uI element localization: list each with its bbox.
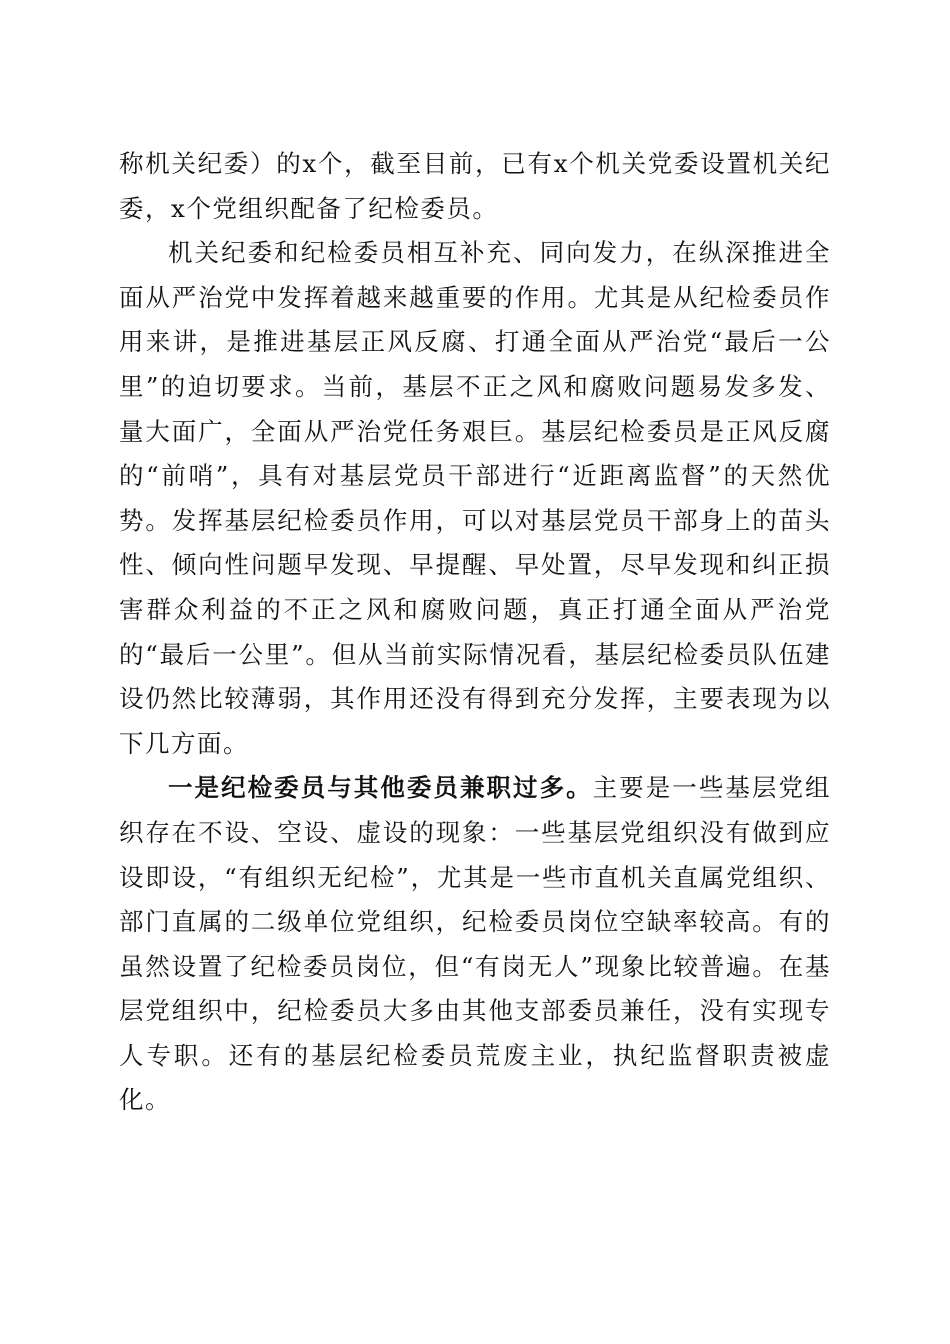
paragraph-discipline-role — [119, 231, 831, 766]
paragraph-continuation — [119, 142, 831, 231]
paragraph-text: 主要是一些基层党组织存在不设、空设、虚设的现象：一些基层党组织没有做到应设即设，“有组织无纪检”，尤其是一些市直机关直属党组织、部门直属的二级单位党组织，纪检委员岗位空缺率较高。有的虽然设置了纪检委员岗位，但“有岗无人”现象比较普遍。在基层党组织中，纪检委员大多由其他支部委员兼任，没有实现专人专职。还有的基层纪检委员荒废主业，执纪监督职责被虚化。 — [119, 773, 832, 1115]
paragraph-lead-heading: 一是纪检委员与其他委员兼职过多。 — [168, 773, 593, 803]
document-body — [119, 142, 831, 1123]
paragraph-text: 称机关纪委）的x个，截至目前，已有x个机关党委设置机关纪委，x个党组织配备了纪检委员。 — [119, 149, 831, 223]
paragraph-first-issue — [119, 766, 831, 1123]
paragraph-text: 机关纪委和纪检委员相互补充、同向发力，在纵深推进全面从严治党中发挥着越来越重要的作用。尤其是从纪检委员作用来讲，是推进基层正风反腐、打通全面从严治党“最后一公里”的迫切要求。当前，基层不正之风和腐败问题易发多发、量大面广，全面从严治党任务艰巨。基层纪检委员是正风反腐的“前哨”，具有对基层党员干部进行“近距离监督”的天然优势。发挥基层纪检委员作用，可以对基层党员干部身上的苗头性、倾向性问题早发现、早提醒、早处置，尽早发现和纠正损害群众利益的不正之风和腐败问题，真正打通全面从严治党的“最后一公里”。但从当前实际情况看，基层纪检委员队伍建设仍然比较薄弱，其作用还没有得到充分发挥，主要表现为以下几方面。 — [119, 238, 831, 758]
